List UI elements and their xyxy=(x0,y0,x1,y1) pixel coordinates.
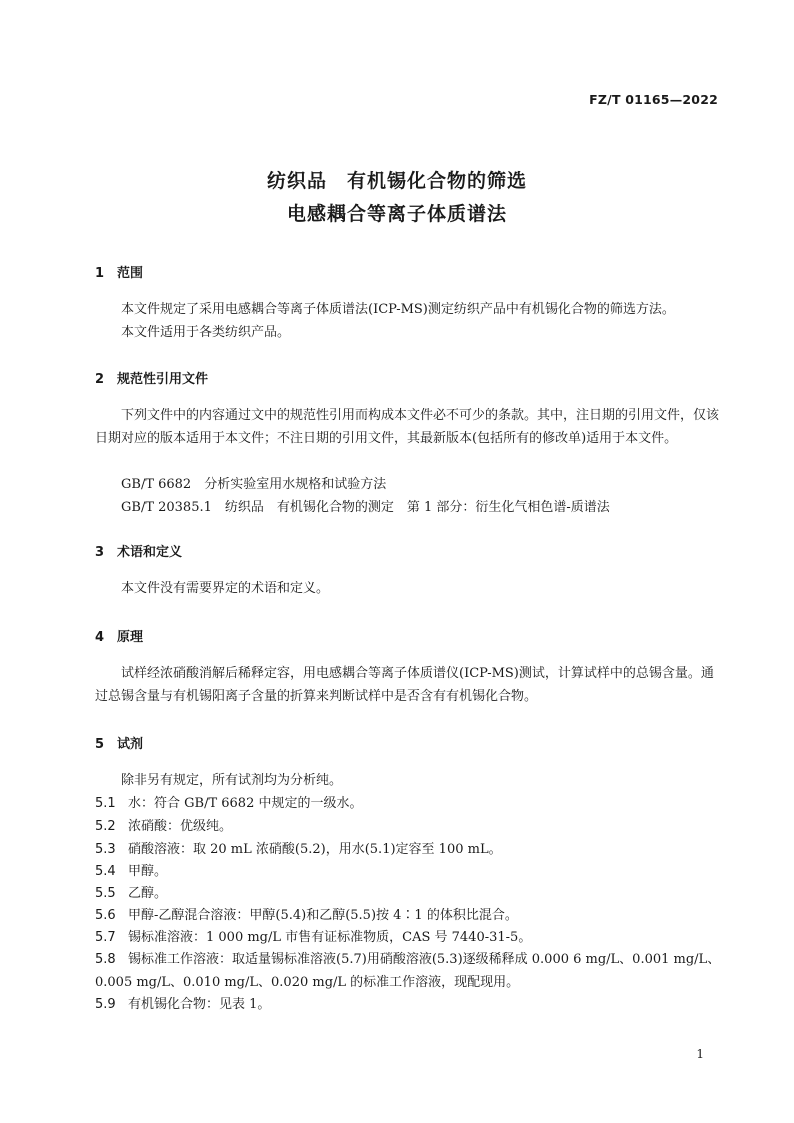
item-text: 锡标准溶液：1 000 mg/L 市售有证标准物质，CAS 号 7440-31-5。 xyxy=(128,930,532,945)
section-number: 4 xyxy=(95,630,105,645)
title-line-1: 纺织品 有机锡化合物的筛选 xyxy=(266,170,527,192)
reagent-item xyxy=(95,926,721,949)
item-number: 5.9 xyxy=(95,997,116,1012)
section-2-heading xyxy=(95,368,208,387)
section-5-paragraph-1: 除非另有规定，所有试剂均为分析纯。 xyxy=(121,773,343,788)
title-line-2: 电感耦合等离子体质谱法 xyxy=(286,203,507,225)
item-number: 5.4 xyxy=(95,864,116,879)
item-text: 硝酸溶液：取 20 mL 浓硝酸(5.2)，用水(5.1)定容至 100 mL。 xyxy=(128,842,502,857)
item-number: 5.7 xyxy=(95,930,116,945)
reagent-item xyxy=(95,792,721,815)
item-text: 乙醇。 xyxy=(128,886,168,901)
reagent-item xyxy=(95,948,721,994)
page-number: 1 xyxy=(696,1047,704,1061)
item-text: 锡标准工作溶液：取适量锡标准溶液(5.7)用硝酸溶液(5.3)逐级稀释成 0.000 6 mg/L、0.001 mg/L、0.005 mg/L、0.010 mg/L、0.020 mg/L 的标准工作溶液，现配现用。 xyxy=(95,952,721,990)
section-title: 规范性引用文件 xyxy=(117,372,209,387)
section-3-heading xyxy=(95,541,182,560)
section-1-paragraph-2: 本文件适用于各类纺织产品。 xyxy=(121,325,291,340)
section-4-paragraph-1: 试样经浓硝酸消解后稀释定容，用电感耦合等离子体质谱仪(ICP-MS)测试，计算试样中的总锡含量。通过总锡含量与有机锡阳离子含量的折算来判断试样中是否含有有机锡化合物。 xyxy=(95,666,714,704)
reagent-item xyxy=(95,815,721,838)
reagent-item xyxy=(95,838,721,861)
section-1-paragraph-1: 本文件规定了采用电感耦合等离子体质谱法(ICP-MS)测定纺织产品中有机锡化合物的筛选方法。 xyxy=(121,302,675,317)
section-5-heading xyxy=(95,733,143,752)
section-1-heading xyxy=(95,262,143,281)
item-text: 水：符合 GB/T 6682 中规定的一级水。 xyxy=(128,796,363,811)
item-text: 甲醇-乙醇混合溶液：甲醇(5.4)和乙醇(5.5)按 4∶1 的体积比混合。 xyxy=(128,908,518,923)
item-number: 5.5 xyxy=(95,886,116,901)
reagent-item xyxy=(95,860,721,883)
item-text: 有机锡化合物：见表 1。 xyxy=(128,997,271,1012)
normative-reference-1: GB/T 6682 分析实验室用水规格和试验方法 xyxy=(121,477,387,492)
section-3-paragraph-1: 本文件没有需要界定的术语和定义。 xyxy=(121,581,330,596)
section-title: 原理 xyxy=(117,630,144,645)
item-number: 5.8 xyxy=(95,952,116,967)
reagent-item xyxy=(95,993,721,1016)
section-title: 术语和定义 xyxy=(117,545,183,560)
section-2-paragraph-1: 下列文件中的内容通过文中的规范性引用而构成本文件必不可少的条款。其中，注日期的引用文件，仅该日期对应的版本适用于本文件；不注日期的引用文件，其最新版本(包括所有的修改单)适用于本文件。 xyxy=(95,408,720,446)
normative-reference-2: GB/T 20385.1 纺织品 有机锡化合物的测定 第 1 部分：衍生化气相色谱-质谱法 xyxy=(121,500,610,515)
reagent-item xyxy=(95,904,721,927)
section-number: 2 xyxy=(95,372,105,387)
section-number: 5 xyxy=(95,737,105,752)
section-title: 试剂 xyxy=(117,737,144,752)
item-text: 甲醇。 xyxy=(128,864,168,879)
item-number: 5.1 xyxy=(95,796,116,811)
section-4-heading xyxy=(95,626,143,645)
section-number: 1 xyxy=(95,266,105,281)
item-number: 5.2 xyxy=(95,819,116,834)
item-text: 浓硝酸：优级纯。 xyxy=(128,819,233,834)
reagent-item xyxy=(95,882,721,905)
item-number: 5.3 xyxy=(95,842,116,857)
item-number: 5.6 xyxy=(95,908,116,923)
section-number: 3 xyxy=(95,545,105,560)
section-title: 范围 xyxy=(117,266,144,281)
standard-code: FZ/T 01165—2022 xyxy=(589,92,718,107)
